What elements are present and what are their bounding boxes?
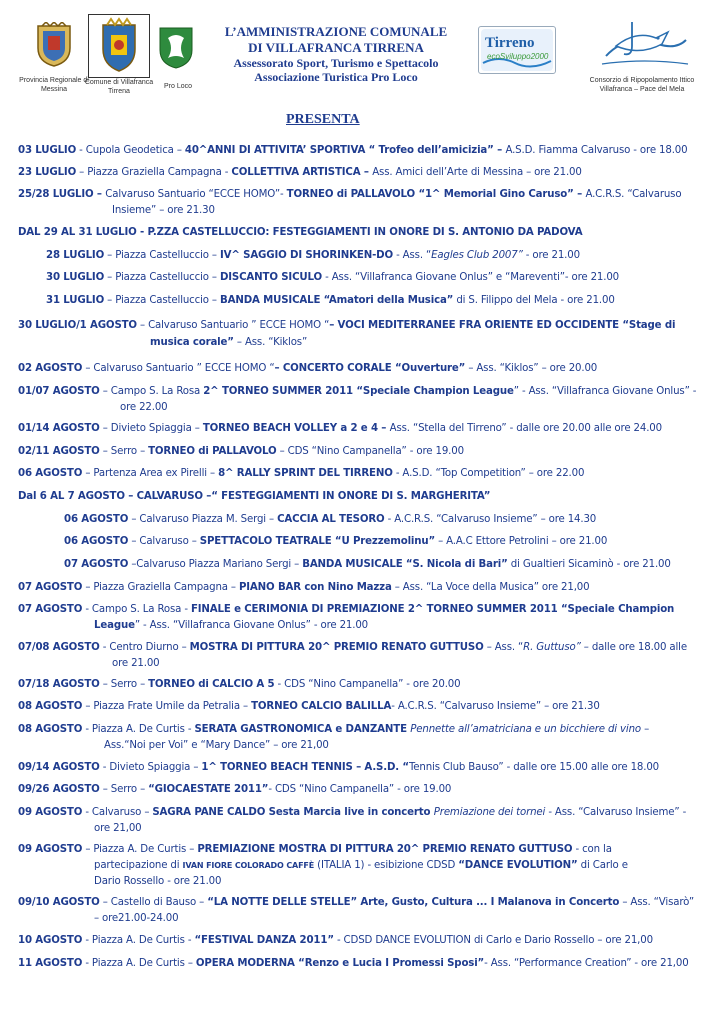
provincia-crest-icon: [34, 22, 74, 68]
event-line: 30 LUGLIO/1 AGOSTO – Calvaruso Santuario ” ECCE HOMO “– VOCI MEDITERRANEE FRA ORIENTE ED OCCIDENTE “Stage di musica corale” – Ass. “Kiklos”: [18, 320, 676, 348]
header-line-4: Associazione Turistica Pro Loco: [254, 70, 418, 84]
proloco-emblem-icon: [158, 26, 194, 70]
event-line: 06 AGOSTO – Calvaruso – SPETTACOLO TEATRALE “U Prezzemolinu” – A.A.C Ettore Petrolini – ore 21.00: [64, 536, 608, 547]
comune-caption: Comune di Villafranca Tirrena: [84, 79, 154, 95]
event-line: 01/07 AGOSTO – Campo S. La Rosa 2^ TORNEO SUMMER 2011 “Speciale Champion League” - Ass. “Villafranca Giovane Onlus” - ore 22.00: [18, 386, 697, 413]
tirreno-logo-icon: [479, 27, 555, 73]
event-line: 23 LUGLIO – Piazza Graziella Campagna - COLLETTIVA ARTISTICA – Ass. Amici dell’Arte di Messina – ore 21.00: [18, 167, 582, 178]
event-line: 06 AGOSTO – Partenza Area ex Pirelli – 8^ RALLY SPRINT DEL TIRRENO - A.S.D. “Top Competition” – ore 22.00: [18, 468, 585, 479]
provincia-caption: Provincia Regionale di Messina: [19, 77, 89, 93]
header-line-1: L’AMMINISTRAZIONE COMUNALE: [224, 24, 448, 39]
comune-crest-icon: [89, 15, 149, 77]
event-line: 02/11 AGOSTO – Serro – TORNEO di PALLAVOLO – CDS “Nino Campanella” - ore 19.00: [18, 446, 464, 457]
fish-hook-icon: [596, 16, 692, 72]
event-line: 07/18 AGOSTO – Serro – TORNEO di CALCIO A 5 - CDS “Nino Campanella” - ore 20.00: [18, 679, 461, 690]
event-line: 10 AGOSTO - Piazza A. De Curtis - “FESTIVAL DANZA 2011” - CDSD DANCE EVOLUTION di Carlo e Dario Rossello – ore 21,00: [18, 935, 653, 946]
header-line-3: Assessorato Sport, Turismo e Spettacolo: [233, 56, 439, 70]
event-line: 03 LUGLIO - Cupola Geodetica – 40^ANNI DI ATTIVITA’ SPORTIVA “ Trofeo dell’amicizia” – A.S.D. Fiamma Calvaruso - ore 18.00: [18, 145, 688, 156]
event-section-heading: DAL 29 AL 31 LUGLIO - P.ZZA CASTELLUCCIO: FESTEGGIAMENTI IN ONORE DI S. ANTONIO DA PADOVA: [18, 227, 583, 238]
event-line: 07/08 AGOSTO - Centro Diurno – MOSTRA DI PITTURA 20^ PREMIO RENATO GUTTUSO – Ass. “R. Guttuso” – dalle ore 18.00 alle ore 21.00: [18, 642, 687, 669]
proloco-caption: Pro Loco: [163, 83, 193, 90]
consorzio-logo: [596, 16, 692, 72]
event-line: 31 LUGLIO – Piazza Castelluccio – BANDA MUSICALE “Amatori della Musica” di S. Filippo del Mela - ore 21.00: [46, 295, 615, 306]
event-line: 09 AGOSTO – Piazza A. De Curtis – PREMIAZIONE MOSTRA DI PITTURA 20^ PREMIO RENATO GUTTUSO - con la partecipazione di IVAN FIORE COLORADO CAFFÈ (ITALIA 1) - esibizione CDSD “DANCE EVOLUTION” di Carlo e Dario Rossello - ore 21.00: [18, 844, 628, 887]
event-line: 08 AGOSTO – Piazza Frate Umile da Petralia – TORNEO CALCIO BALILLA- A.C.R.S. “Calvaruso Insieme” – ore 21.30: [18, 701, 600, 712]
event-line: 09/14 AGOSTO - Divieto Spiaggia – 1^ TORNEO BEACH TENNIS – A.S.D. “Tennis Club Bauso” - dalle ore 15.00 alle ore 18.00: [18, 762, 659, 773]
event-line: 30 LUGLIO – Piazza Castelluccio – DISCANTO SICULO - Ass. “Villafranca Giovane Onlus” e “Mareventi”- ore 21.00: [46, 272, 620, 283]
header-title-block: [196, 24, 476, 84]
event-line: 09/10 AGOSTO – Castello di Bauso – “LA NOTTE DELLE STELLE” Arte, Gusto, Cultura ... I Malanova in Concerto – Ass. “Visarò” – ore21.00-24.00: [18, 897, 694, 924]
event-line: 07 AGOSTO - Campo S. La Rosa - FINALE e CERIMONIA DI PREMIAZIONE 2^ TORNEO SUMMER 2011 “Speciale Champion League” - Ass. “Villafranca Giovane Onlus” - ore 21.00: [18, 604, 675, 631]
provincia-logo: [34, 22, 74, 68]
event-line: 09/26 AGOSTO – Serro – “GIOCAESTATE 2011”- CDS “Nino Campanella” - ore 19.00: [18, 784, 452, 795]
event-line: 28 LUGLIO – Piazza Castelluccio – IV^ SAGGIO DI SHORINKEN-DO - Ass. “Eagles Club 2007” - ore 21.00: [46, 250, 580, 261]
event-line: 06 AGOSTO – Calvaruso Piazza M. Sergi – CACCIA AL TESORO - A.C.R.S. “Calvaruso Insieme” – ore 14.30: [64, 514, 597, 525]
event-line: 07 AGOSTO –Calvaruso Piazza Mariano Sergi – BANDA MUSICALE “S. Nicola di Bari” di Gualtieri Sicaminò - ore 21.00: [64, 559, 671, 570]
event-line: 01/14 AGOSTO – Divieto Spiaggia – TORNEO BEACH VOLLEY a 2 e 4 – Ass. “Stella del Tirreno” - dalle ore 20.00 alle ore 24.00: [18, 423, 662, 434]
header-line-2: DI VILLAFRANCA TIRRENA: [248, 40, 424, 55]
svg-text:ecoSviluppo2000: ecoSviluppo2000: [487, 52, 549, 61]
proloco-logo: [158, 26, 194, 70]
event-section-heading: Dal 6 AL 7 AGOSTO – CALVARUSO –“ FESTEGGIAMENTI IN ONORE DI S. MARGHERITA”: [18, 491, 491, 502]
event-line: 09 AGOSTO - Calvaruso – SAGRA PANE CALDO Sesta Marcia live in concerto Premiazione dei tornei - Ass. “Calvaruso Insieme” - ore 21,00: [18, 807, 687, 834]
consorzio-caption: Consorzio di Ripopolamento Ittico Villafranca – Pace del Mela: [589, 77, 695, 93]
tirreno-ecosviluppo-logo: [478, 26, 556, 74]
event-line: 07 AGOSTO – Piazza Graziella Campagna – PIANO BAR con Nino Mazza – Ass. “La Voce della Musica” ore 21,00: [18, 582, 590, 593]
presenta-heading: PRESENTA: [286, 112, 360, 127]
event-line: 11 AGOSTO - Piazza A. De Curtis – OPERA MODERNA “Renzo e Lucia I Promessi Sposi”- Ass. “Performance Creation” - ore 21,00: [18, 958, 689, 969]
event-line: 02 AGOSTO – Calvaruso Santuario ” ECCE HOMO “– CONCERTO CORALE “Ouverture” – Ass. “Kiklos” – ore 20.00: [18, 363, 598, 374]
event-line: 25/28 LUGLIO – Calvaruso Santuario “ECCE HOMO”- TORNEO di PALLAVOLO “1^ Memorial Gino Caruso” – A.C.R.S. “Calvaruso Insieme” – ore 21.30: [18, 189, 682, 216]
event-line: 08 AGOSTO - Piazza A. De Curtis - SERATA GASTRONOMICA e DANZANTE Pennette all’amatriciana e un bicchiere di vino – Ass.“Noi per Voi” e “Mary Dance” – ore 21,00: [18, 724, 650, 751]
comune-logo: [88, 14, 150, 78]
svg-text:Tirreno: Tirreno: [485, 35, 535, 51]
